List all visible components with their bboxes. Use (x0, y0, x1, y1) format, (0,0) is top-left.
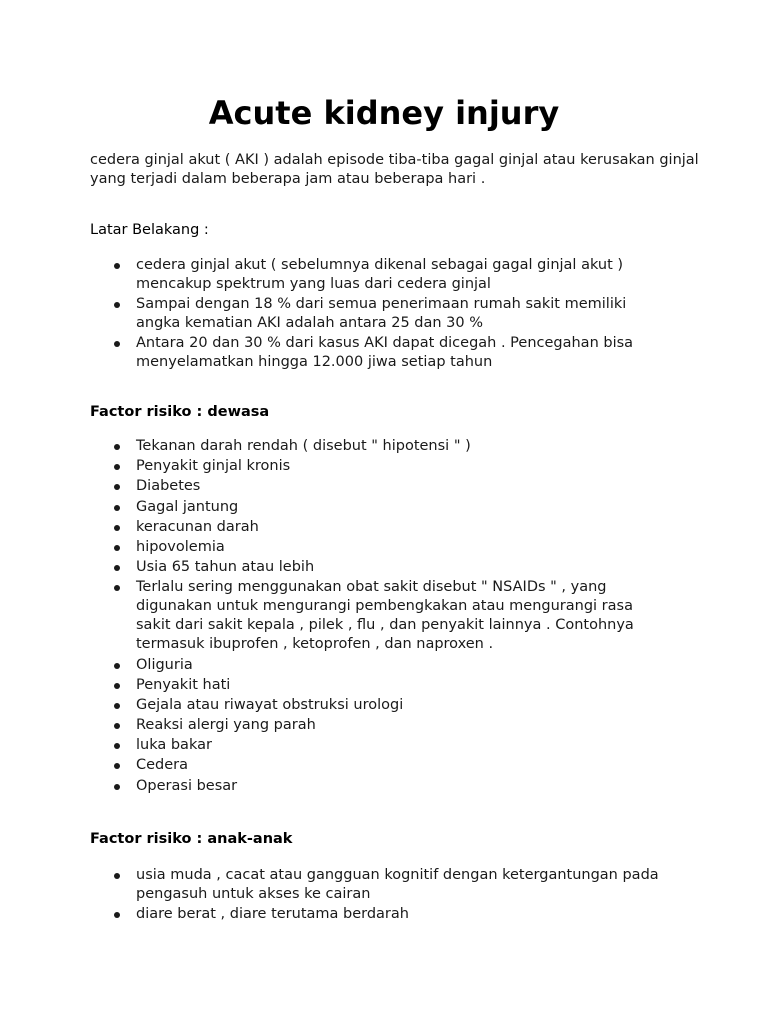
list-item (90, 716, 670, 735)
list-item-text: Reaksi alergi yang parah (136, 717, 316, 734)
bullet-icon (114, 873, 120, 879)
document-title: Acute kidney injury (208, 94, 560, 132)
bullet-icon (114, 464, 120, 470)
bullet-icon (114, 663, 120, 669)
list-item (90, 538, 670, 557)
list-item (90, 256, 670, 294)
list-item-text: Gagal jantung (136, 498, 239, 515)
list-item-text: Penyakit ginjal kronis (136, 458, 291, 475)
list-item (90, 756, 670, 775)
bullet-icon (114, 263, 120, 269)
list-item (90, 905, 670, 924)
bullet-icon (114, 444, 120, 450)
section-heading-dewasa (90, 403, 269, 422)
list-item (90, 477, 670, 496)
bullet-icon (114, 723, 120, 729)
section-heading-text: Factor risiko : (90, 831, 208, 847)
list-item (90, 578, 670, 654)
list-item (90, 518, 670, 537)
bullet-icon (114, 784, 120, 790)
list-item (90, 498, 670, 517)
bullet-icon (114, 683, 120, 689)
list-item (90, 736, 670, 755)
list-item-text: Tekanan darah rendah ( disebut " hipotensi " ) (136, 438, 471, 454)
list-item-text: usia muda , cacat atau gangguan kognitif dengan ketergantungan pada pengasuh untuk akses ke cairan (136, 867, 659, 902)
bullet-icon (114, 484, 120, 490)
list-item-text: Oliguria (136, 656, 193, 673)
list-item-text: Usia 65 tahun atau lebih (136, 559, 315, 576)
list-item (90, 866, 670, 904)
bullet-icon (114, 703, 120, 709)
list-item (90, 777, 670, 796)
list-item (90, 334, 670, 372)
bullet-icon (114, 585, 120, 591)
latar-belakang-list (90, 256, 670, 374)
list-item-text: Antara 20 dan 30 % dari kasus AKI dapat dicegah . Pencegahan bisa menyelamatkan hingga 12.000 jiwa setiap tahun (136, 335, 634, 371)
list-item (90, 558, 670, 577)
list-item (90, 656, 670, 675)
list-item (90, 676, 670, 695)
list-item-text: Cedera (136, 757, 189, 774)
list-item-text: Gejala atau riwayat obstruksi urologi (136, 696, 404, 713)
list-item-text: Operasi besar (136, 777, 238, 794)
list-item-text: hipovolemia (136, 538, 225, 555)
bullet-icon (114, 545, 120, 551)
list-item (90, 457, 670, 476)
list-item-text: Diabetes (136, 478, 201, 495)
section-heading-text: Factor risiko : (90, 404, 208, 420)
list-item-text: luka bakar (136, 737, 212, 754)
bullet-icon (114, 565, 120, 571)
list-item-text: Penyakit hati (136, 676, 231, 693)
bullet-icon (114, 763, 120, 769)
section-heading-anak-anak (90, 830, 292, 849)
intro-paragraph: cedera ginjal akut ( AKI ) adalah episode tiba-tiba gagal ginjal atau kerusakan ginjal yang terjadi dalam beberapa jam atau beberapa hari . (90, 152, 699, 187)
list-item-text: Sampai dengan 18 % dari semua penerimaan rumah sakit memiliki angka kematian AKI adalah antara 25 dan 30 % (136, 296, 627, 332)
anak-anak-risk-list (90, 866, 670, 925)
bullet-icon (114, 302, 120, 308)
bullet-icon (114, 341, 120, 347)
section-heading-text: Latar Belakang : (90, 222, 209, 238)
list-item-text: cedera ginjal akut ( sebelumnya dikenal sebagai gagal ginjal akut ) mencakup spektrum yang luas dari cedera ginjal (136, 257, 624, 292)
bullet-icon (114, 912, 120, 918)
bullet-icon (114, 525, 120, 531)
bullet-icon (114, 743, 120, 749)
section-heading-emphasis: anak-anak (207, 831, 293, 847)
list-item (90, 437, 670, 456)
list-item (90, 696, 670, 715)
list-item-text: Terlalu sering menggunakan obat sakit disebut " NSAIDs " , yang digunakan untuk mengurangi pembengkakan atau mengurangi rasa sakit dari sakit kepala , pilek , flu , dan penyakit lainnya . Contohnya termasuk ibuprofen , ketoprofen , dan naproxen . (136, 579, 634, 653)
bullet-icon (114, 505, 120, 511)
list-item-text: diare berat , diare terutama berdarah (136, 906, 409, 923)
section-heading-emphasis: dewasa (207, 404, 270, 420)
section-heading-latar-belakang (90, 221, 209, 240)
list-item (90, 295, 670, 333)
dewasa-risk-list (90, 437, 670, 797)
list-item-text: keracunan darah (136, 518, 259, 535)
